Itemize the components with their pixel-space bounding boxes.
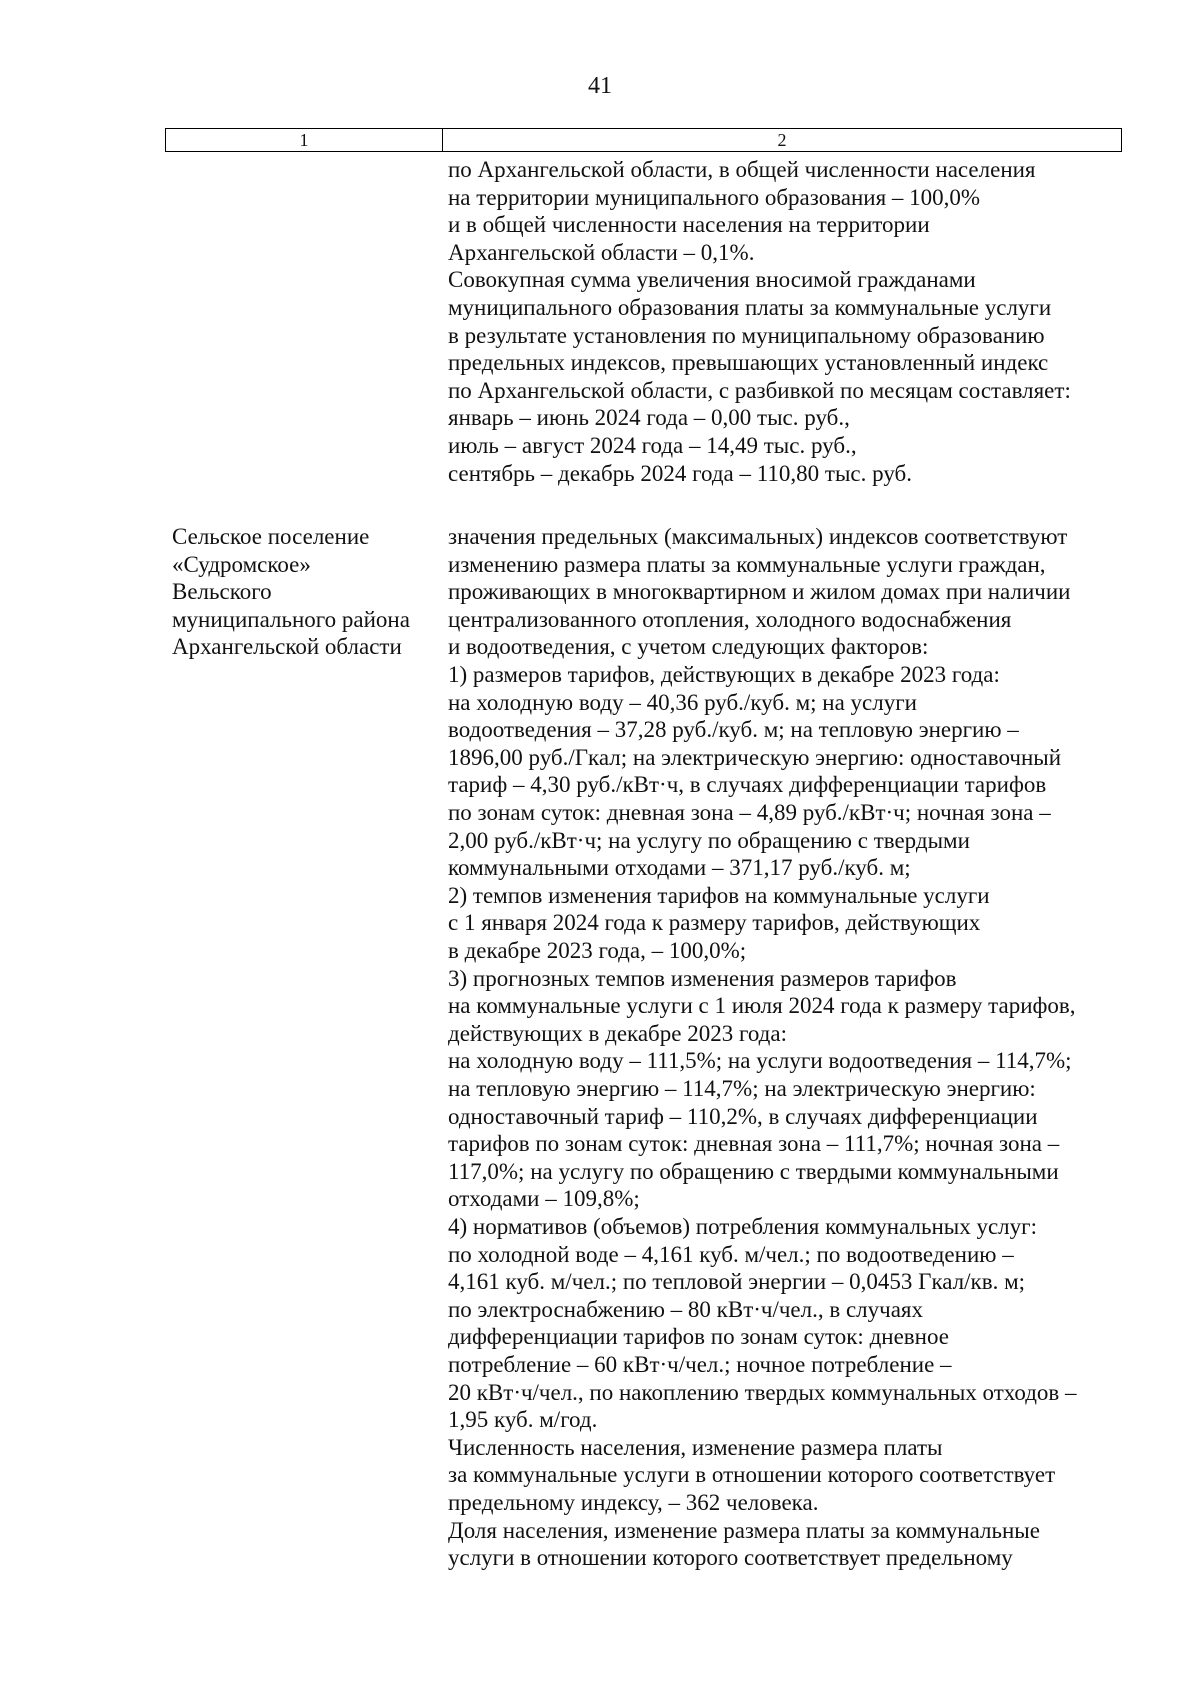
text-line: 4) нормативов (объемов) потребления коммунальных услуг: <box>448 1214 1037 1239</box>
text-line: 117,0%; на услугу по обращению с твердыми коммунальными <box>448 1158 1059 1184</box>
text-line: и водоотведения, с учетом следующих факторов: <box>448 634 929 660</box>
text-line: тарифов по зонам суток: дневная зона – 111,7%; ночная зона – <box>448 1131 1060 1157</box>
text-line: дифференциации тарифов по зонам суток: дневное <box>448 1324 949 1350</box>
text-line: Численность населения, изменение размера платы <box>448 1434 943 1460</box>
text-line: по Архангельской области, в общей численности населения <box>448 157 1036 182</box>
text-line: январь – июнь 2024 года – 0,00 тыс. руб., <box>448 405 850 431</box>
text-line: с 1 января 2024 года к размеру тарифов, действующих <box>448 910 981 936</box>
text-line: на холодную воду – 40,36 руб./куб. м; на услуги <box>448 689 917 715</box>
text-line: коммунальными отходами – 371,17 руб./куб. м; <box>448 855 911 881</box>
text-line: изменению размера платы за коммунальные услуги граждан, <box>448 551 1046 577</box>
text-line: и в общей численности населения на территории <box>448 212 930 238</box>
text-line: потребление – 60 кВт·ч/чел.; ночное потребление – <box>448 1352 952 1377</box>
text-line: муниципального района <box>172 606 410 632</box>
text-line: на тепловую энергию – 114,7%; на электрическую энергию: <box>448 1076 1036 1101</box>
table-header-col1: 1 <box>166 129 443 151</box>
text-line: по холодной воде – 4,161 куб. м/чел.; по водоотведению – <box>448 1241 1014 1267</box>
text-line: предельных индексов, превышающих установленный индекс <box>448 350 1049 376</box>
text-line: по Архангельской области, с разбивкой по месяцам составляет: <box>448 377 1071 403</box>
text-line: значения предельных (максимальных) индексов соответствуют <box>448 524 1068 549</box>
text-line: тариф – 4,30 руб./кВт·ч, в случаях дифференциации тарифов <box>448 772 1047 798</box>
text-line: Архангельской области – 0,1%. <box>448 239 755 265</box>
text-line: по зонам суток: дневная зона – 4,89 руб./кВт·ч; ночная зона – <box>448 800 1051 825</box>
text-line: на территории муниципального образования – 100,0% <box>448 184 981 210</box>
text-line: 2) темпов изменения тарифов на коммунальные услуги <box>448 882 990 908</box>
text-line: услуги в отношении которого соответствует предельному <box>448 1545 1013 1571</box>
text-line: за коммунальные услуги в отношении которого соответствует <box>448 1462 1056 1488</box>
text-line: централизованного отопления, холодного водоснабжения <box>448 606 1012 632</box>
text-line: предельному индексу, – 362 человека. <box>448 1490 819 1515</box>
text-line: на коммунальные услуги с 1 июля 2024 года к размеру тарифов, <box>448 993 1076 1019</box>
text-line: в результате установления по муниципальному образованию <box>448 322 1045 348</box>
text-line: «Судромское» <box>172 551 311 577</box>
text-line: 1) размеров тарифов, действующих в декабре 2023 года: <box>448 662 1000 687</box>
text-line: проживающих в многоквартирном и жилом домах при наличии <box>448 579 1071 605</box>
text-line: муниципального образования платы за коммунальные услуги <box>448 295 1052 320</box>
text-line: Сельское поселение <box>172 524 370 549</box>
text-line: действующих в декабре 2023 года: <box>448 1020 787 1046</box>
text-line: Доля населения, изменение размера платы за коммунальные <box>448 1517 1040 1543</box>
text-line: 1,95 куб. м/год. <box>448 1407 598 1433</box>
page-number: 41 <box>588 73 612 99</box>
table-header-col2: 2 <box>777 130 787 150</box>
text-line: 3) прогнозных темпов изменения размеров тарифов <box>448 965 957 991</box>
text-line: в декабре 2023 года, – 100,0%; <box>448 938 747 963</box>
text-line: 4,161 куб. м/чел.; по тепловой энергии – 0,0453 Гкал/кв. м; <box>448 1269 1026 1295</box>
table-header-row <box>165 128 1122 152</box>
text-line: июль – август 2024 года – 14,49 тыс. руб., <box>448 433 857 458</box>
text-line: 1896,00 руб./Гкал; на электрическую энергию: одноставочный <box>448 744 1062 770</box>
text-line: отходами – 109,8%; <box>448 1186 640 1212</box>
text-line: на холодную воду – 111,5%; на услуги водоотведения – 114,7%; <box>448 1048 1072 1074</box>
text-line: водоотведения – 37,28 руб./куб. м; на тепловую энергию – <box>448 717 1019 743</box>
text-line: сентябрь – декабрь 2024 года – 110,80 тыс. руб. <box>448 460 912 486</box>
text-line: 2,00 руб./кВт·ч; на услугу по обращению с твердыми <box>448 827 970 853</box>
text-line: Архангельской области <box>172 634 402 660</box>
text-line: по электроснабжению – 80 кВт·ч/чел., в случаях <box>448 1296 924 1322</box>
text-line: 20 кВт·ч/чел., по накоплению твердых коммунальных отходов – <box>448 1379 1077 1405</box>
text-line: Вельского <box>172 579 272 605</box>
text-line: Совокупная сумма увеличения вносимой гражданами <box>448 267 976 293</box>
text-line: одноставочный тариф – 110,2%, в случаях дифференциации <box>448 1103 1038 1129</box>
